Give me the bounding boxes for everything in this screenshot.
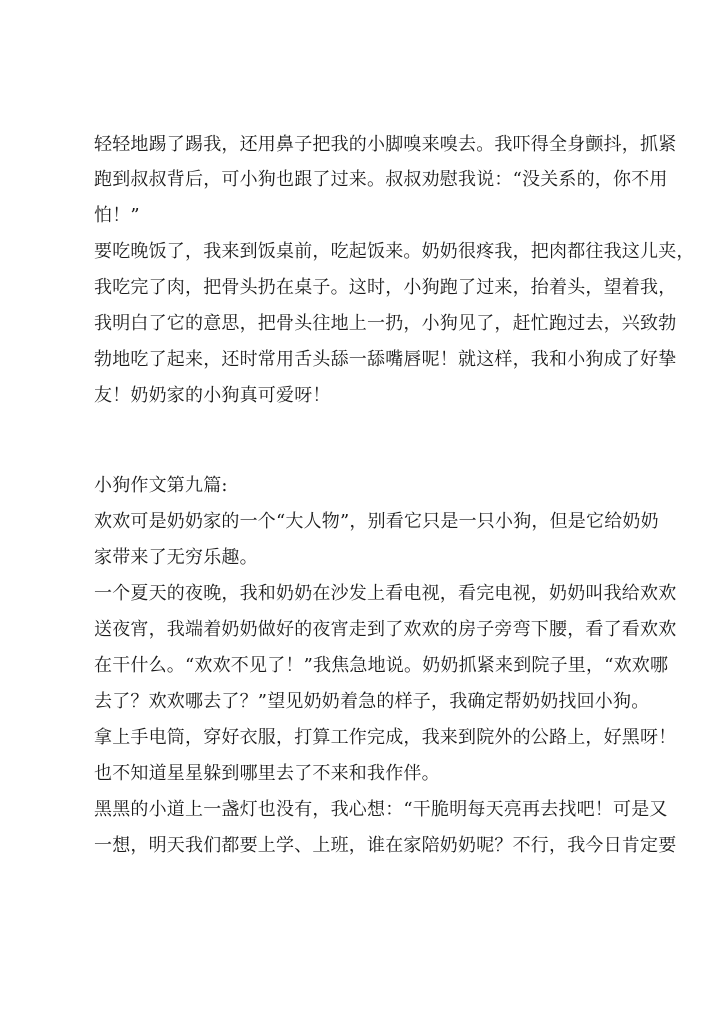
- text-line: 送夜宵，我端着奶奶做好的夜宵走到了欢欢的房子旁弯下腰，看了看欢欢: [94, 619, 677, 640]
- text-line: 勃地吃了起来，还时常用舌头舔一舔嘴唇呢！就这样，我和小狗成了好挚: [94, 349, 677, 370]
- text-line: 一个夏天的夜晚，我和奶奶在沙发上看电视，看完电视，奶奶叫我给欢欢: [94, 583, 677, 604]
- text-line: 轻轻地踢了踢我，还用鼻子把我的小脚嗅来嗅去。我吓得全身颤抖，抓紧: [94, 134, 677, 155]
- text-line: 跑到叔叔背后，可小狗也跟了过来。叔叔劝慰我说：“没关系的，你不用: [94, 169, 668, 190]
- text-line: 欢欢可是奶奶家的一个“大人物”，别看它只是一只小狗，但是它给奶奶: [94, 511, 659, 532]
- text-line: 怕！”: [94, 205, 140, 226]
- text-line: 友！奶奶家的小狗真可爱呀！: [94, 385, 331, 406]
- text-line: 去了？欢欢哪去了？”望见奶奶着急的样子，我确定帮奶奶找回小狗。: [94, 691, 650, 712]
- text-line: 在干什么。“欢欢不见了！”我焦急地说。奶奶抓紧来到院子里，“欢欢哪: [94, 655, 669, 676]
- text-line: 一想，明天我们都要上学、上班，谁在家陪奶奶呢？不行，我今日肯定要: [94, 835, 677, 856]
- text-line: 黑黑的小道上一盏灯也没有，我心想：“干脆明每天亮再去找吧！可是又: [94, 799, 668, 820]
- text-line: 也不知道星星躲到哪里去了不来和我作伴。: [94, 763, 440, 784]
- text-line: 拿上手电筒，穿好衣服，打算工作完成，我来到院外的公路上，好黑呀！: [94, 727, 677, 748]
- text-line: 要吃晚饭了，我来到饭桌前，吃起饭来。奶奶很疼我，把肉都往我这儿夹，: [94, 241, 695, 262]
- text-line: 我吃完了肉，把骨头扔在桌子。这时，小狗跑了过来，抬着头，望着我，: [94, 277, 677, 298]
- text-line: 我明白了它的意思，把骨头往地上一扔，小狗见了，赶忙跑过去，兴致勃: [94, 313, 677, 334]
- text-line: 家带来了无穷乐趣。: [94, 547, 258, 568]
- section-heading: 小狗作文第九篇:: [94, 475, 228, 496]
